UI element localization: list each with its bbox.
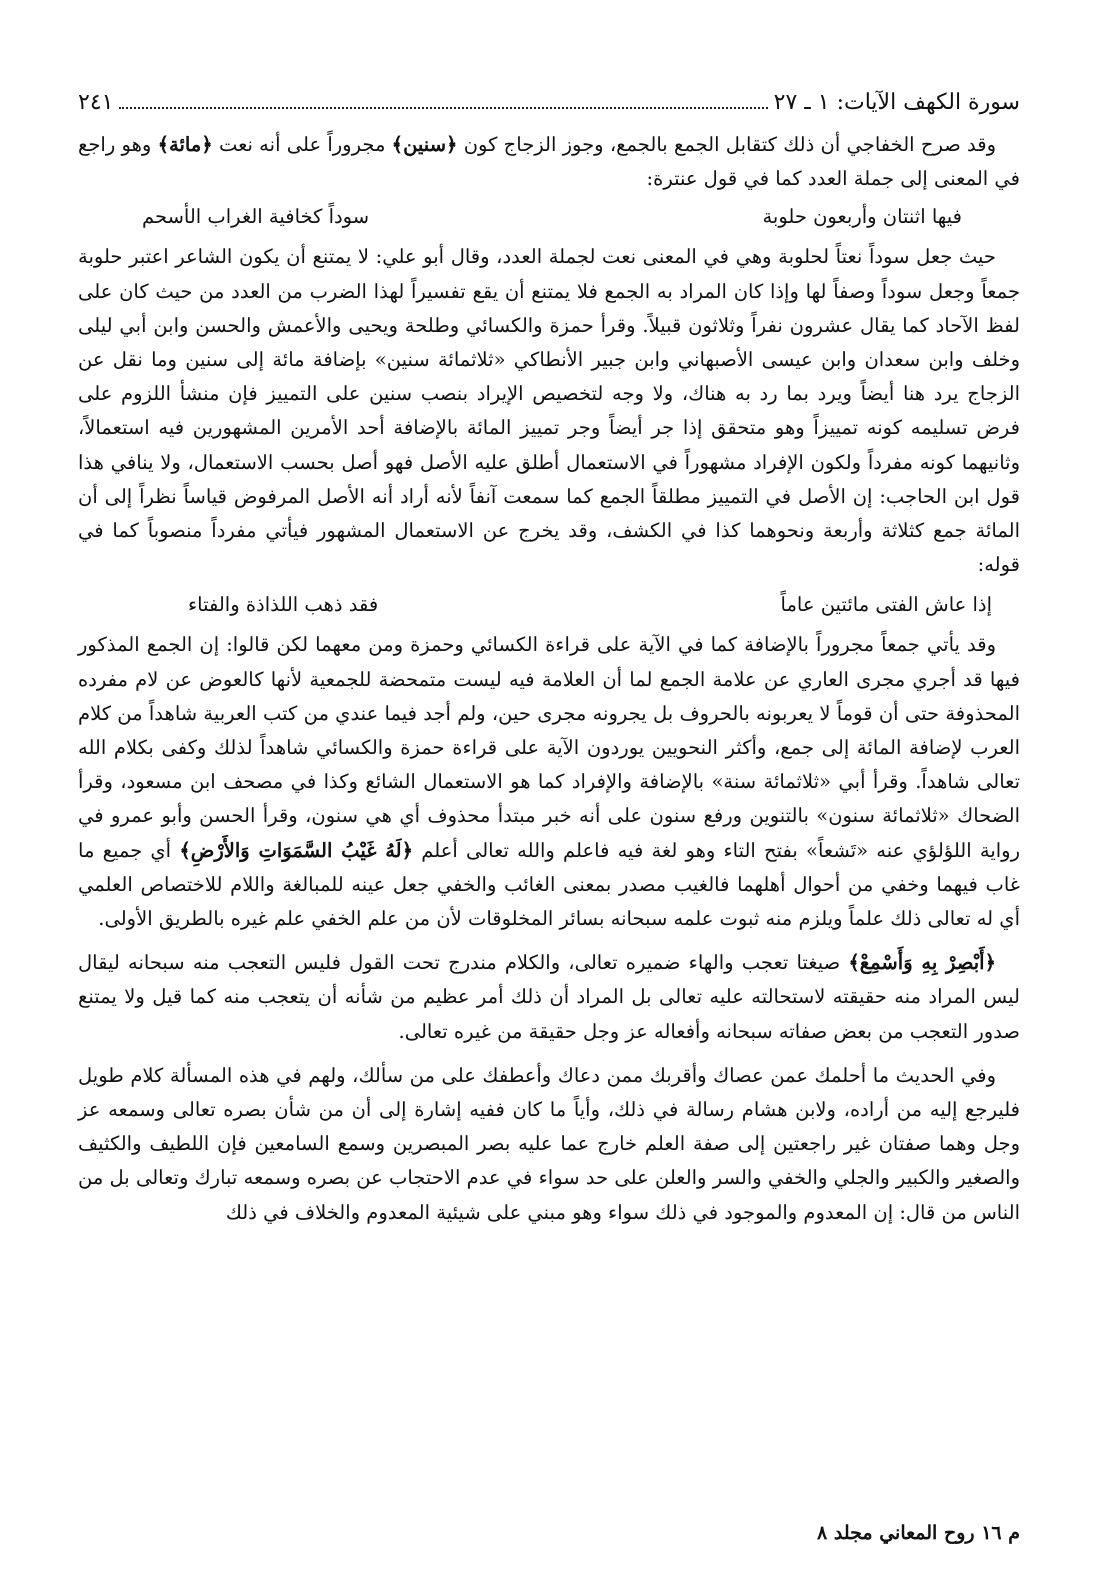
- body-text: [78, 628, 1020, 1229]
- poetry-verse: [142, 198, 962, 236]
- text-run: وقد يأتي جمعاً مجروراً بالإضافة كما في الآية على قراءة الكسائي وحمزة ومن معهما لكن قالوا: إن الجمع المذكور فيها قد أجري مجرى العاري عن علامة الجمع لما أن العلامة فيه ليست متمحضة للجمعية لأنها كالعوض عن لام مفرده المحذوفة حتى أن قوماً لا يعربونه بالحروف بل يجرونه مجرى حين، ولم أجد فيما عندي من كتب العربية شاهداً من كلام العرب لإضافة المائة إلى جمع، وأكثر النحويين يوردون الآية على قراءة حمزة والكسائي شاهداً لذلك وكفى بكلام الله تعالى شاهداً. وقرأ أبي «ثلاثمائة سنة» بالإضافة والإفراد كما هو الاستعمال الشائع وكذا في مصحف ابن مسعود، وقرأ الضحاك «ثلاثمائة سنون» بالتنوين ورفع سنون على أنه خبر مبتدأ محذوف أي هي سنون، وقرأ الحسن وأبو عمرو في رواية اللؤلؤي عنه «تَشعاً» بفتح التاء وهو لغة فيه فاعلم والله تعالى أعلم: [78, 633, 1020, 862]
- body-text: [78, 240, 1020, 582]
- verse-second-hemistich: فقد ذهب اللذاذة والفتاء: [188, 593, 379, 617]
- paragraph: وفي الحديث ما أحلمك عمن عصاك وأقربك ممن دعاك وأعطفك على من سألك، ولهم في هذه المسألة كلام طويل فليرجع إليه من أراده، ولابن هشام رسالة في ذلك، وأياً ما كان ففيه إشارة إلى أن من شأن بصره تعالى وسمعه عز وجل وهما صفتان غير راجعتين إلى صفة العلم خارج عما عليه بصر المبصرين وسمع السامعين فإن اللطيف والكثيف والصغير والكبير والجلي والخفي والسر والعلن على حد سواء في عدم الاحتجاب عن بصره وسمعه تبارك وتعالى بل من الناس من قال: إن المعدوم والموجود في ذلك سواء وهو مبني على شيئية المعدوم والخلاف في ذلك: [78, 1063, 1020, 1224]
- signature-footer: م ١٦ روح المعاني مجلد ٨: [817, 1522, 1020, 1544]
- quran-quote: ﴿سنين﴾: [391, 133, 458, 156]
- paragraph: [78, 946, 1020, 1049]
- verse-second-hemistich: سوداً كخافية الغراب الأسحم: [142, 205, 370, 229]
- poetry-verse: [188, 586, 992, 624]
- quran-quote: ﴿لَهُ غَيْبُ السَّمَوَاتِ وَالأَرْضِ﴾: [179, 838, 414, 862]
- paragraph: [78, 128, 1020, 196]
- verse-first-hemistich: إذا عاش الفتى مائتين عاماً: [780, 593, 992, 617]
- text-run: وهو راجع في المعنى إلى جملة العدد كما في قول عنترة:: [78, 133, 1020, 191]
- text-run: صيغتا تعجب والهاء ضميره تعالى، والكلام مندرج تحت القول فليس التعجب منه سبحانه ليقال ليس المراد منه حقيقته لاستحالته عليه تعالى بل المراد أن ذلك أمر عظيم من شأنه أن يتعجب منه كما قيل ولا يمتنع صدور التعجب من بعض صفاته سبحانه وأفعاله عز وجل حقيقة من غيره تعالى.: [78, 951, 1020, 1043]
- paragraph: حيث جعل سوداً نعتاً لحلوبة وهي في المعنى نعت لجملة العدد، وقال أبو علي: لا يمتنع أن يكون الشاعر اعتبر حلوبة جمعاً وجعل سوداً وصفاً لها وإذا كان المراد به الجمع فلا يمتنع أن يقع تفسيراً لهذا الضرب من العدد من حيث كان على لفظ الآحاد كما يقال عشرون نفراً وثلاثون قبيلاً. وقرأ حمزة والكسائي وطلحة ويحيى والأعمش والحسن وابن أبي ليلى وخلف وابن سعدان وابن عيسى الأصبهاني وابن جبير الأنطاكي «ثلاثمائة سنين» بإضافة مائة إلى سنين وما نقل عن الزجاج يرد هنا أيضاً ويرد بما رد به هناك، ولا وجه لتخصيص الإيراد بنصب سنين على التمييز فإن منشأ اللزوم على فرض تسليمه كونه تمييزاً وهو متحقق إذا جر أيضاً وجر تمييز المائة بالإضافة أحد الأمرين المشهورين فيه استعمالاً، وثانيهما كونه مفرداً ولكون الإفراد مشهوراً في الاستعمال أطلق عليه الأصل فهو أصل بحسب الاستعمال، ولا ينافي هذا قول ابن الحاجب: إن الأصل في التمييز مطلقاً الجمع كما سمعت آنفاً لأنه أراد أنه الأصل المرفوض قياساً نظراً إلى أن المائة جمع كثلاثة وأربعة ونحوهما كذا في الكشف، وقد يخرج عن الاستعمال المشهور فيأتي مفرداً منصوباً كما في قوله:: [78, 245, 1020, 577]
- quran-quote: ﴿أَبْصِرْ بِهِ وَأَسْمِعْ﴾: [848, 951, 996, 975]
- text-run: وقد صرح الخفاجي أن ذلك كتقابل الجمع بالجمع، وجوز الزجاج كون: [457, 133, 996, 156]
- text-run: أي جميع ما غاب فيهما وخفي من أحوال أهلهما فالغيب مصدر بمعنى الغائب والخفي جعل عينه للمبالغة واللام للاختصاص العلمي أي له تعالى ذلك علماً ويلزم منه ثبوت علمه سبحانه بسائر المخلوقات لأن من علم الخفي علم غيره بالطريق الأولى.: [78, 838, 1020, 931]
- page-number: ٢٤١: [78, 90, 114, 115]
- surah-title: سورة الكهف الآيات: ١ ـ ٢٧: [773, 90, 1020, 115]
- header-leader-dots: [119, 106, 767, 109]
- quran-quote: ﴿مائة﴾: [157, 133, 213, 156]
- text-run: مجروراً على أنه نعت: [212, 133, 392, 156]
- body-text: [78, 128, 1020, 196]
- paragraph: [78, 628, 1020, 936]
- verse-first-hemistich: فيها اثنتان وأربعون حلوبة: [762, 205, 962, 229]
- running-header: [78, 90, 1020, 124]
